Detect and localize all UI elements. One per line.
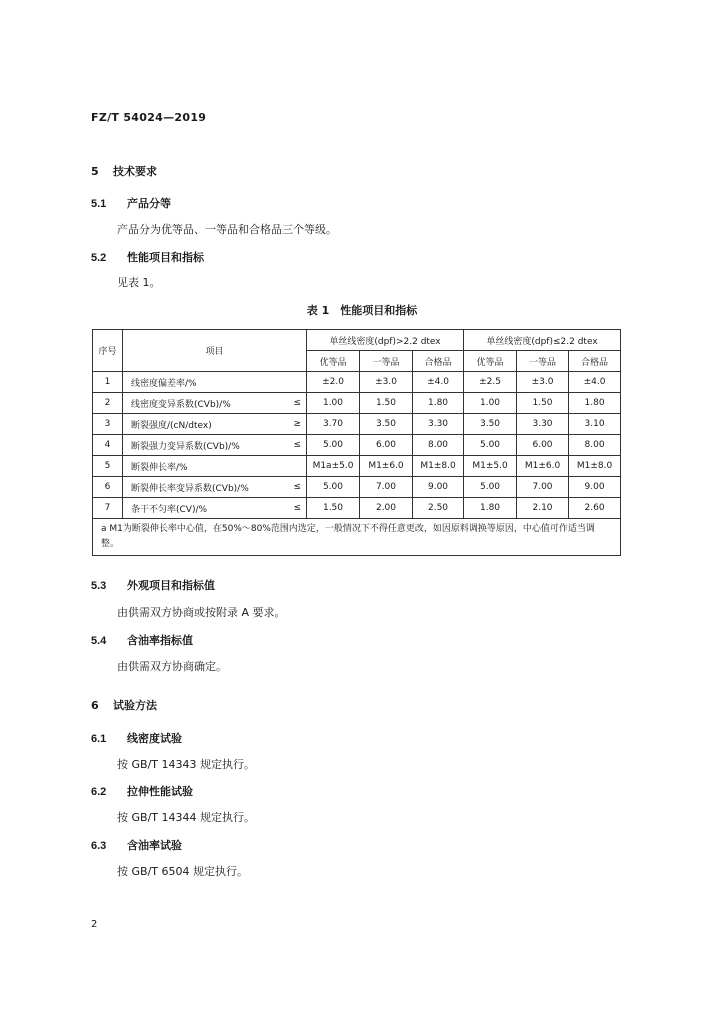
row-item: 线密度偏差率/% xyxy=(131,378,197,389)
row-item: 断裂强度/(cN/dtex) xyxy=(131,420,212,431)
table-cell: 1.50 xyxy=(360,393,413,414)
section-title: 技术要求 xyxy=(113,165,157,178)
row-item: 断裂伸长率/% xyxy=(131,462,188,473)
header-grade: 一等品 xyxy=(517,351,569,372)
table-cell: 8.00 xyxy=(413,435,464,456)
section-5-4-heading xyxy=(91,632,193,648)
section-5-3-text: 由供需双方协商或按附录 A 要求。 xyxy=(117,606,286,619)
table-cell: 9.00 xyxy=(413,477,464,498)
section-6-2-text: 按 GB/T 14344 规定执行。 xyxy=(117,811,255,824)
table-cell: 3.50 xyxy=(464,414,517,435)
header-grade: 一等品 xyxy=(360,351,413,372)
section-5-2-text: 见表 1。 xyxy=(117,276,161,289)
table-cell: 3.10 xyxy=(569,414,621,435)
section-title: 产品分等 xyxy=(127,197,171,210)
table-cell: 1.80 xyxy=(569,393,621,414)
section-5-1-text: 产品分为优等品、一等品和合格品三个等级。 xyxy=(117,223,337,236)
table-row xyxy=(93,414,621,435)
row-seq: 6 xyxy=(93,477,123,498)
table-cell: 5.00 xyxy=(464,435,517,456)
table-cell: 5.00 xyxy=(307,477,360,498)
table-footnote-row xyxy=(93,519,621,556)
header-grade: 合格品 xyxy=(413,351,464,372)
row-operator: ≤ xyxy=(293,398,301,408)
table-cell: ±3.0 xyxy=(360,372,413,393)
section-title: 含油率试验 xyxy=(127,839,182,852)
table-cell: 1.00 xyxy=(464,393,517,414)
table-cell: 2.00 xyxy=(360,498,413,519)
table-cell: ±3.0 xyxy=(517,372,569,393)
row-seq: 7 xyxy=(93,498,123,519)
row-seq: 5 xyxy=(93,456,123,477)
table-row xyxy=(93,456,621,477)
table-cell: 2.60 xyxy=(569,498,621,519)
table-row xyxy=(93,498,621,519)
table-cell: M1±5.0 xyxy=(464,456,517,477)
table-cell: M1±8.0 xyxy=(569,456,621,477)
table-cell: 7.00 xyxy=(360,477,413,498)
section-title: 试验方法 xyxy=(113,699,157,712)
row-operator: ≥ xyxy=(293,419,301,429)
table-cell: ±2.0 xyxy=(307,372,360,393)
section-title: 含油率指标值 xyxy=(127,634,193,647)
section-title: 线密度试验 xyxy=(127,732,182,745)
document-id: FZ/T 54024—2019 xyxy=(91,111,207,124)
header-item: 项目 xyxy=(123,330,307,372)
table-cell: 5.00 xyxy=(464,477,517,498)
section-number: 5.4 xyxy=(91,635,107,647)
section-5-2-heading xyxy=(91,249,204,265)
table-row xyxy=(93,372,621,393)
table-cell: M1±6.0 xyxy=(360,456,413,477)
table-cell: 3.30 xyxy=(413,414,464,435)
table-cell: 5.00 xyxy=(307,435,360,456)
header-seq: 序号 xyxy=(93,330,123,372)
table-row xyxy=(93,393,621,414)
table-cell: 3.50 xyxy=(360,414,413,435)
table-cell: 3.70 xyxy=(307,414,360,435)
table-cell: 6.00 xyxy=(360,435,413,456)
table-cell: 1.80 xyxy=(464,498,517,519)
section-6-1-text: 按 GB/T 14343 规定执行。 xyxy=(117,758,255,771)
table-cell: ±4.0 xyxy=(569,372,621,393)
row-item: 线密度变异系数(CVb)/% xyxy=(131,399,231,410)
table-cell: ±4.0 xyxy=(413,372,464,393)
section-number: 6.1 xyxy=(91,733,107,745)
row-operator: ≤ xyxy=(293,482,301,492)
row-seq: 1 xyxy=(93,372,123,393)
section-number: 6.2 xyxy=(91,786,107,798)
section-number: 6 xyxy=(91,699,99,712)
section-6-3-text: 按 GB/T 6504 规定执行。 xyxy=(117,865,248,878)
table-cell: 2.10 xyxy=(517,498,569,519)
row-seq: 3 xyxy=(93,414,123,435)
table-cell: 3.30 xyxy=(517,414,569,435)
row-item: 条干不匀率(CV)/% xyxy=(131,504,208,515)
table-row xyxy=(93,435,621,456)
section-5-3-heading xyxy=(91,577,215,593)
row-seq: 2 xyxy=(93,393,123,414)
table-cell: 7.00 xyxy=(517,477,569,498)
table-cell: 1.80 xyxy=(413,393,464,414)
section-6-3-heading xyxy=(91,837,182,853)
section-title: 性能项目和指标 xyxy=(127,251,204,264)
section-6-heading xyxy=(91,697,157,713)
table-cell: 6.00 xyxy=(517,435,569,456)
table-cell: 2.50 xyxy=(413,498,464,519)
header-group-1: 单丝线密度(dpf)>2.2 dtex xyxy=(307,330,464,351)
table-cell: M1±8.0 xyxy=(413,456,464,477)
section-number: 5.1 xyxy=(91,198,107,210)
header-group-2: 单丝线密度(dpf)≤2.2 dtex xyxy=(464,330,621,351)
table-cell: M1±6.0 xyxy=(517,456,569,477)
section-number: 5.2 xyxy=(91,252,107,264)
section-5-heading xyxy=(91,163,157,179)
performance-table xyxy=(92,329,621,556)
section-title: 拉伸性能试验 xyxy=(127,785,193,798)
row-item: 断裂伸长率变异系数(CVb)/% xyxy=(131,483,249,494)
section-6-1-heading xyxy=(91,730,182,746)
section-number: 6.3 xyxy=(91,840,107,852)
section-5-1-heading xyxy=(91,195,171,211)
section-title: 外观项目和指标值 xyxy=(127,579,215,592)
row-item: 断裂强力变异系数(CVb)/% xyxy=(131,441,240,452)
table-cell: M1a±5.0 xyxy=(307,456,360,477)
header-grade: 优等品 xyxy=(307,351,360,372)
section-number: 5.3 xyxy=(91,580,107,592)
section-6-2-heading xyxy=(91,783,193,799)
table-caption: 表 1 性能项目和指标 xyxy=(306,304,418,317)
row-seq: 4 xyxy=(93,435,123,456)
table-row xyxy=(93,477,621,498)
table-cell: 8.00 xyxy=(569,435,621,456)
header-grade: 优等品 xyxy=(464,351,517,372)
section-5-4-text: 由供需双方协商确定。 xyxy=(117,660,227,673)
header-grade: 合格品 xyxy=(569,351,621,372)
row-operator: ≤ xyxy=(293,503,301,513)
table-cell: 1.50 xyxy=(307,498,360,519)
table-cell: 1.50 xyxy=(517,393,569,414)
table-cell: 9.00 xyxy=(569,477,621,498)
table-cell: ±2.5 xyxy=(464,372,517,393)
row-operator: ≤ xyxy=(293,440,301,450)
table-cell: 1.00 xyxy=(307,393,360,414)
section-number: 5 xyxy=(91,165,99,178)
table-footnote: a M1为断裂伸长率中心值，在50%～80%范围内选定，一般情况下不得任意更改，如因原料调换等原因，中心值可作适当调整。 xyxy=(93,519,621,556)
page-number: 2 xyxy=(91,919,98,930)
